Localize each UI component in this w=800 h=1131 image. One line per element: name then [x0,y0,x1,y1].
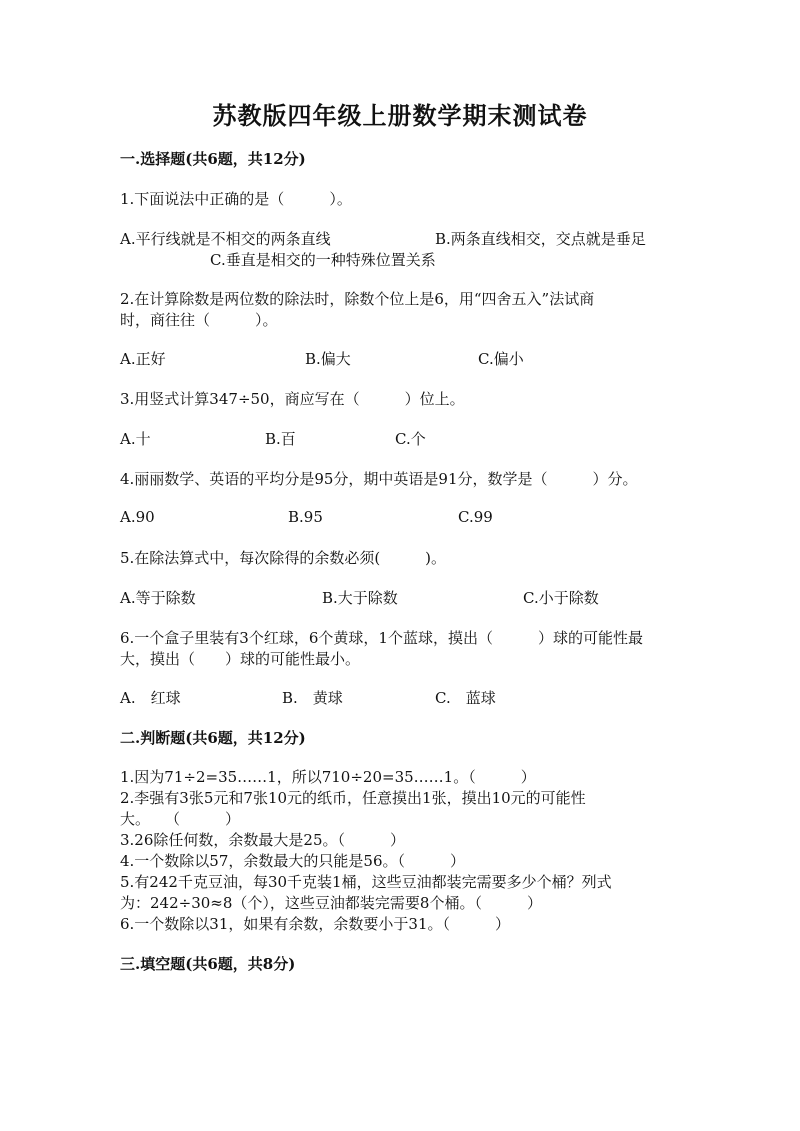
option-a: A.平行线就是不相交的两条直线 [120,230,331,248]
option-a: A. 红球 [120,689,181,707]
question-stem: 5.在除法算式中，每次除得的余数必须( )。 [120,549,447,567]
judgment-line: 5.有242千克豆油，每30千克装1桶，这些豆油都装完需要多少个桶？列式 [120,873,612,891]
option-a: A.十 [120,430,151,448]
question-stem: 6.一个盒子里装有3个红球，6个黄球，1个蓝球，摸出（ ）球的可能性最 [120,629,643,647]
option-c: C.垂直是相交的一种特殊位置关系 [210,251,436,269]
question-stem-cont: 大，摸出（ ）球的可能性最小。 [120,650,361,668]
question-stem-cont: 时，商往往（ ）。 [120,311,278,329]
option-c: C.偏小 [478,350,524,368]
question-stem: 3.用竖式计算347÷50，商应写在（ ）位上。 [120,390,465,408]
section-heading-choice: 一.选择题(共6题，共12分) [120,150,306,168]
judgment-line: 1.因为71÷2=35……1，所以710÷20=35……1。（ ） [120,768,536,786]
option-a: A.等于除数 [120,589,196,607]
judgment-line: 3.26除任何数，余数最大是25。（ ） [120,831,405,849]
option-b: B.百 [265,430,296,448]
option-c: C.99 [458,508,493,526]
option-a: A.正好 [120,350,166,368]
option-b: B.95 [288,508,323,526]
option-b: B.两条直线相交，交点就是垂足 [435,230,646,248]
option-c: C.个 [395,430,426,448]
section-heading-judgment: 二.判断题(共6题，共12分) [120,729,306,747]
option-b: B.大于除数 [322,589,398,607]
judgment-line: 为：242÷30≈8（个），这些豆油都装完需要8个桶。（ ） [120,894,542,912]
question-stem: 4.丽丽数学、英语的平均分是95分，期中英语是91分，数学是（ ）分。 [120,470,638,488]
question-stem: 2.在计算除数是两位数的除法时，除数个位上是6，用“四舍五入”法试商 [120,290,595,308]
page-title: 苏教版四年级上册数学期末测试卷 [212,101,588,130]
question-stem: 1.下面说法中正确的是（ ）。 [120,190,352,208]
section-heading-fill: 三.填空题(共6题，共8分) [120,955,296,973]
option-b: B.偏大 [305,350,351,368]
judgment-line: 大。 （ ） [120,810,241,828]
option-c: C.小于除数 [523,589,599,607]
option-a: A.90 [120,508,155,526]
option-b: B. 黄球 [282,689,343,707]
judgment-line: 2.李强有3张5元和7张10元的纸币，任意摸出1张，摸出10元的可能性 [120,789,586,807]
judgment-line: 6.一个数除以31，如果有余数，余数要小于31。（ ） [120,915,510,933]
option-c: C. 蓝球 [435,689,496,707]
judgment-line: 4.一个数除以57，余数最大的只能是56。（ ） [120,852,465,870]
